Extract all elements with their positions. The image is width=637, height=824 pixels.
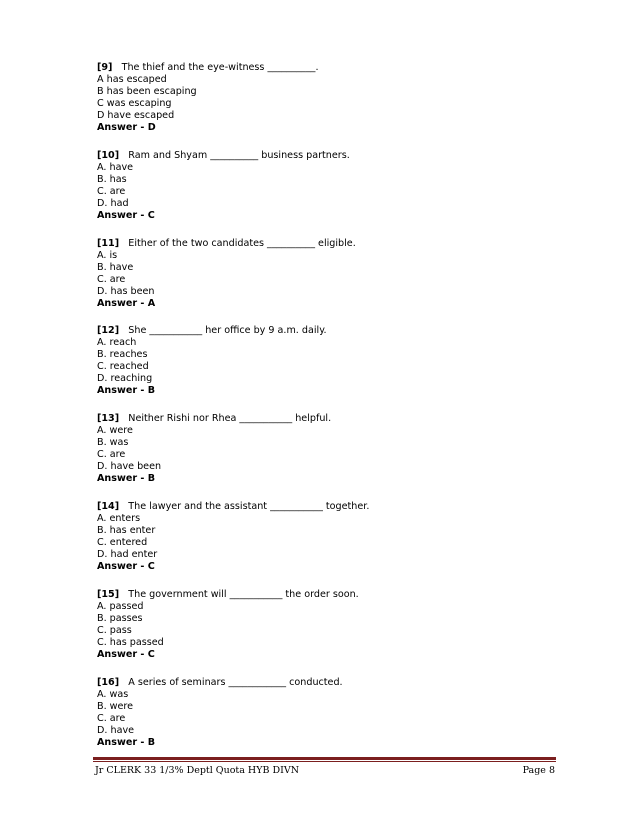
answer-option: C. are	[97, 712, 126, 724]
answer-option: D. reaching	[97, 373, 153, 385]
correct-answer: Answer - B	[97, 473, 156, 485]
correct-answer: Answer - B	[97, 385, 156, 397]
correct-answer: Answer - C	[97, 648, 155, 660]
question-text: The lawyer and the assistant ___________ together.	[128, 500, 370, 512]
answer-option: A. passed	[97, 600, 144, 612]
answer-option: B. were	[97, 700, 134, 712]
question-text: Either of the two candidates __________ eligible.	[128, 237, 356, 249]
question-block	[97, 589, 567, 661]
answer-option: C. entered	[97, 536, 148, 548]
answer-option: A. is	[97, 249, 118, 261]
question-block	[97, 62, 567, 134]
question-text: The government will ___________ the order soon.	[128, 588, 359, 600]
answer-option: B. reaches	[97, 349, 148, 361]
question-block	[97, 501, 567, 573]
correct-answer: Answer - D	[97, 122, 156, 133]
question-stem	[97, 62, 567, 74]
answer-option: C. reached	[97, 361, 149, 373]
question-block	[97, 413, 567, 485]
question-stem	[97, 325, 567, 337]
answer-option: D. have	[97, 724, 135, 736]
question-number: [10]	[97, 149, 120, 161]
question-number: [13]	[97, 413, 120, 425]
answer-option: D. had	[97, 197, 129, 209]
question-stem	[97, 501, 567, 513]
answer-option: C. are	[97, 185, 126, 197]
answer-option: C was escaping	[97, 98, 172, 109]
correct-answer: Answer - C	[97, 560, 155, 572]
answer-option: C. are	[97, 273, 126, 285]
question-stem	[97, 413, 567, 425]
answer-option: A. have	[97, 161, 134, 173]
question-text: The thief and the eye-witness __________.	[121, 62, 319, 73]
answer-option: A. reach	[97, 337, 137, 349]
question-stem	[97, 589, 567, 601]
question-number: [16]	[97, 676, 120, 688]
question-text: A series of seminars ____________ conducted.	[128, 676, 343, 688]
answer-option: B. has	[97, 173, 127, 185]
answer-option: D have escaped	[97, 110, 175, 121]
footer-document-title: Jr CLERK 33 1/3% Deptl Quota HYB DIVN	[95, 765, 300, 776]
question-block	[97, 325, 567, 397]
question-number: [12]	[97, 325, 120, 337]
answer-option: B has been escaping	[97, 86, 197, 97]
correct-answer: Answer - B	[97, 736, 156, 748]
correct-answer: Answer - C	[97, 209, 155, 221]
answer-option: D. have been	[97, 461, 162, 473]
question-number: [15]	[97, 588, 120, 600]
answer-option: C. has passed	[97, 636, 164, 648]
answer-option: A. enters	[97, 512, 141, 524]
answer-option: C. are	[97, 449, 126, 461]
correct-answer: Answer - A	[97, 297, 156, 309]
question-number: [9]	[97, 62, 113, 73]
question-list	[97, 62, 567, 764]
question-text: Neither Rishi nor Rhea ___________ helpful.	[128, 413, 332, 425]
answer-option: B. have	[97, 261, 134, 273]
footer-rule-thin	[93, 761, 556, 762]
question-text: Ram and Shyam __________ business partners.	[128, 149, 350, 161]
question-block	[97, 238, 567, 310]
answer-option: B. has enter	[97, 524, 156, 536]
answer-option: B. was	[97, 437, 129, 449]
footer-page-number: Page 8	[522, 765, 555, 776]
answer-option: B. passes	[97, 612, 143, 624]
question-number: [14]	[97, 500, 120, 512]
question-stem	[97, 238, 567, 250]
answer-option: C. pass	[97, 624, 132, 636]
answer-option: A has escaped	[97, 74, 167, 85]
question-stem	[97, 150, 567, 162]
answer-option: A. was	[97, 688, 129, 700]
question-block	[97, 150, 567, 222]
answer-option: D. had enter	[97, 548, 158, 560]
question-number: [11]	[97, 237, 120, 249]
question-text: She ___________ her office by 9 a.m. daily.	[128, 325, 327, 337]
answer-option: D. has been	[97, 285, 155, 297]
question-block	[97, 677, 567, 749]
footer-rule	[93, 757, 556, 760]
answer-option: A. were	[97, 425, 133, 437]
question-stem	[97, 677, 567, 689]
